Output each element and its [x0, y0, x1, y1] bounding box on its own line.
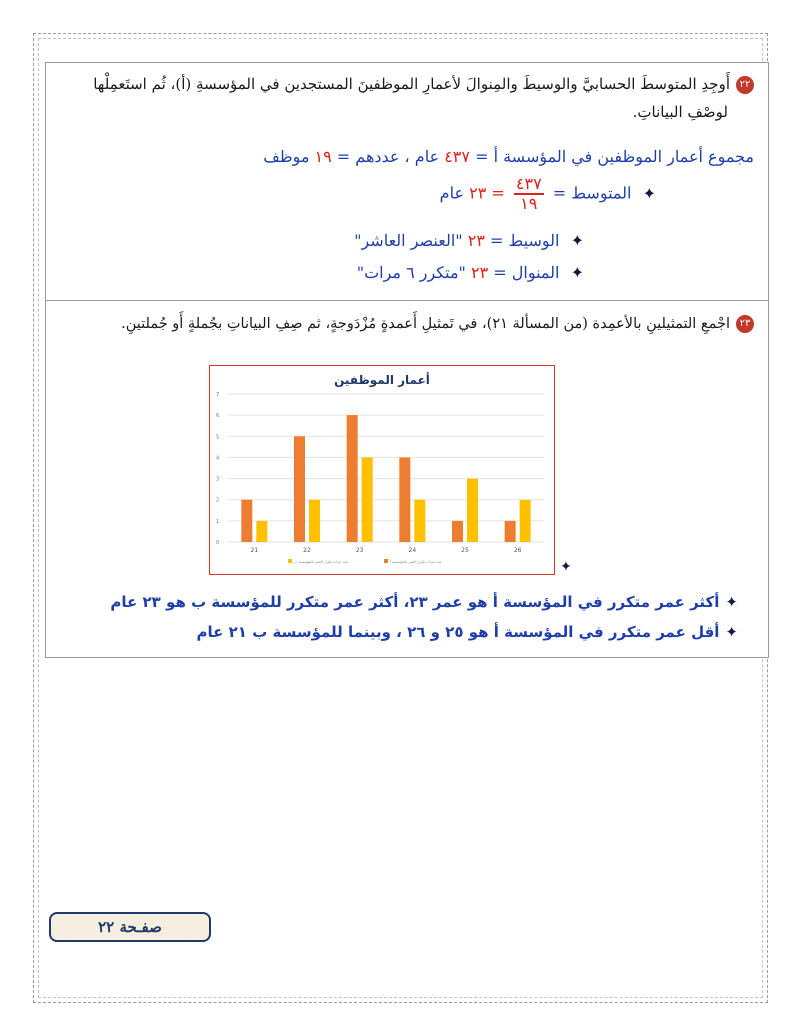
question-23-line1: اجْمعِ التمثيلينِ بالأعمِدة (من المسألة ٢١)، في تَمثيلِ أَعمدةٍ مُزْدَوجةٍ، ثم صِفِ البياناتِ بجُملةٍ أَو جُملتينِ. [121, 316, 730, 332]
sum-mid: عام ، عددهم = [336, 147, 440, 166]
answer-sum-line [263, 147, 754, 166]
question-23-card [45, 300, 769, 658]
question-number-badge: ٢٣ [736, 315, 754, 333]
answer-23-line2 [197, 623, 738, 641]
mean-label: المتوسط = [552, 183, 632, 203]
mean-numerator: ٤٣٧ [515, 174, 542, 193]
bar-series-0 [294, 436, 305, 542]
median-note: "العنصر العاشر" [354, 231, 463, 250]
double-bar-chart [209, 365, 555, 575]
legend-swatch-0 [384, 559, 388, 563]
answer-mode-line [357, 263, 584, 282]
page-number-label: صفـحة ٢٢ [98, 918, 162, 936]
bar-series-1 [414, 500, 425, 542]
star-bullet-icon: ✦ [560, 559, 572, 575]
question-22-text [93, 71, 754, 97]
answer-23-text1: أكثر عمر متكرر في المؤسسة أ هو عمر ٢٣، أكثر عمر متكرر للمؤسسة ب هو ٢٣ عام [110, 593, 720, 611]
mean-unit: عام [439, 183, 464, 203]
y-tick-label: 5 [216, 434, 220, 441]
question-number-badge: ٢٢ [736, 76, 754, 94]
sum-value: ٤٣٧ [444, 147, 470, 166]
mean-denominator: ١٩ [520, 194, 538, 213]
bar-series-1 [256, 521, 267, 542]
star-bullet-icon: ✦ [725, 623, 738, 641]
mean-value: ٢٣ [469, 183, 487, 203]
answer-23-text2: أقل عمر متكرر في المؤسسة أ هو ٢٥ و ٢٦ ، وبينما للمؤسسة ب ٢١ عام [196, 623, 720, 641]
x-tick-label: 25 [461, 547, 469, 554]
mode-note: "متكرر ٦ مرات" [356, 263, 466, 282]
y-tick-label: 3 [216, 476, 220, 483]
mean-equals: = [491, 183, 505, 203]
bar-series-1 [520, 500, 531, 542]
x-tick-label: 22 [303, 547, 311, 554]
legend-label-0: عدد مرات تكرار العمر بالمؤسسة أ [390, 560, 442, 564]
legend-swatch-1 [288, 559, 292, 563]
y-tick-label: 2 [216, 497, 220, 504]
answer-23-line1 [110, 593, 738, 611]
y-tick-label: 4 [216, 455, 220, 462]
mean-fraction [514, 175, 544, 213]
bar-series-0 [241, 500, 252, 542]
median-value: ٢٣ [467, 231, 485, 250]
page-number-tab [49, 912, 211, 942]
chart-svg [210, 366, 554, 574]
sum-prefix: مجموع أعمار الموظفين في المؤسسة أ = [475, 147, 754, 166]
question-22-card [45, 62, 769, 302]
bar-series-0 [399, 457, 410, 542]
y-tick-label: 1 [216, 518, 220, 525]
bar-series-0 [452, 521, 463, 542]
star-bullet-icon: ✦ [642, 183, 656, 203]
question-23-text [121, 311, 754, 337]
mode-label: المنوال = [493, 263, 560, 282]
count-unit: موظف [263, 147, 310, 166]
x-tick-label: 26 [513, 547, 522, 554]
y-tick-label: 0 [216, 540, 220, 546]
mode-value: ٢٣ [470, 263, 489, 282]
x-tick-label: 24 [408, 547, 417, 554]
y-tick-label: 7 [216, 392, 220, 398]
count-value: ١٩ [314, 147, 332, 166]
bar-series-1 [467, 479, 478, 542]
question-22-line1: أَوجِدِ المتوسطَ الحسابيَّ والوسيطَ والمِنوالَ لأعمارِ الموظفينَ المستجدين في المؤسسةِ (أ)، ثُم استَعمِلْها [93, 75, 730, 93]
star-bullet-icon: ✦ [725, 593, 738, 611]
x-tick-label: 21 [250, 547, 259, 554]
bar-series-0 [347, 415, 358, 542]
answer-mean-line [440, 175, 656, 213]
median-label: الوسيط = [490, 231, 560, 250]
bar-series-1 [309, 500, 320, 542]
question-22-line2: لوصْفِ البياناتِ. [632, 103, 728, 121]
x-tick-label: 23 [355, 547, 364, 554]
y-tick-label: 6 [216, 413, 220, 420]
chart-title: أعمار الموظفين [334, 373, 430, 387]
answer-median-line [354, 231, 584, 250]
star-bullet-icon: ✦ [570, 231, 584, 250]
star-bullet-icon: ✦ [570, 263, 584, 282]
bar-series-0 [505, 521, 516, 542]
legend-label-1: عدد مرات تكرار العمر بالمؤسسة ب [294, 560, 348, 564]
bar-series-1 [362, 457, 373, 542]
